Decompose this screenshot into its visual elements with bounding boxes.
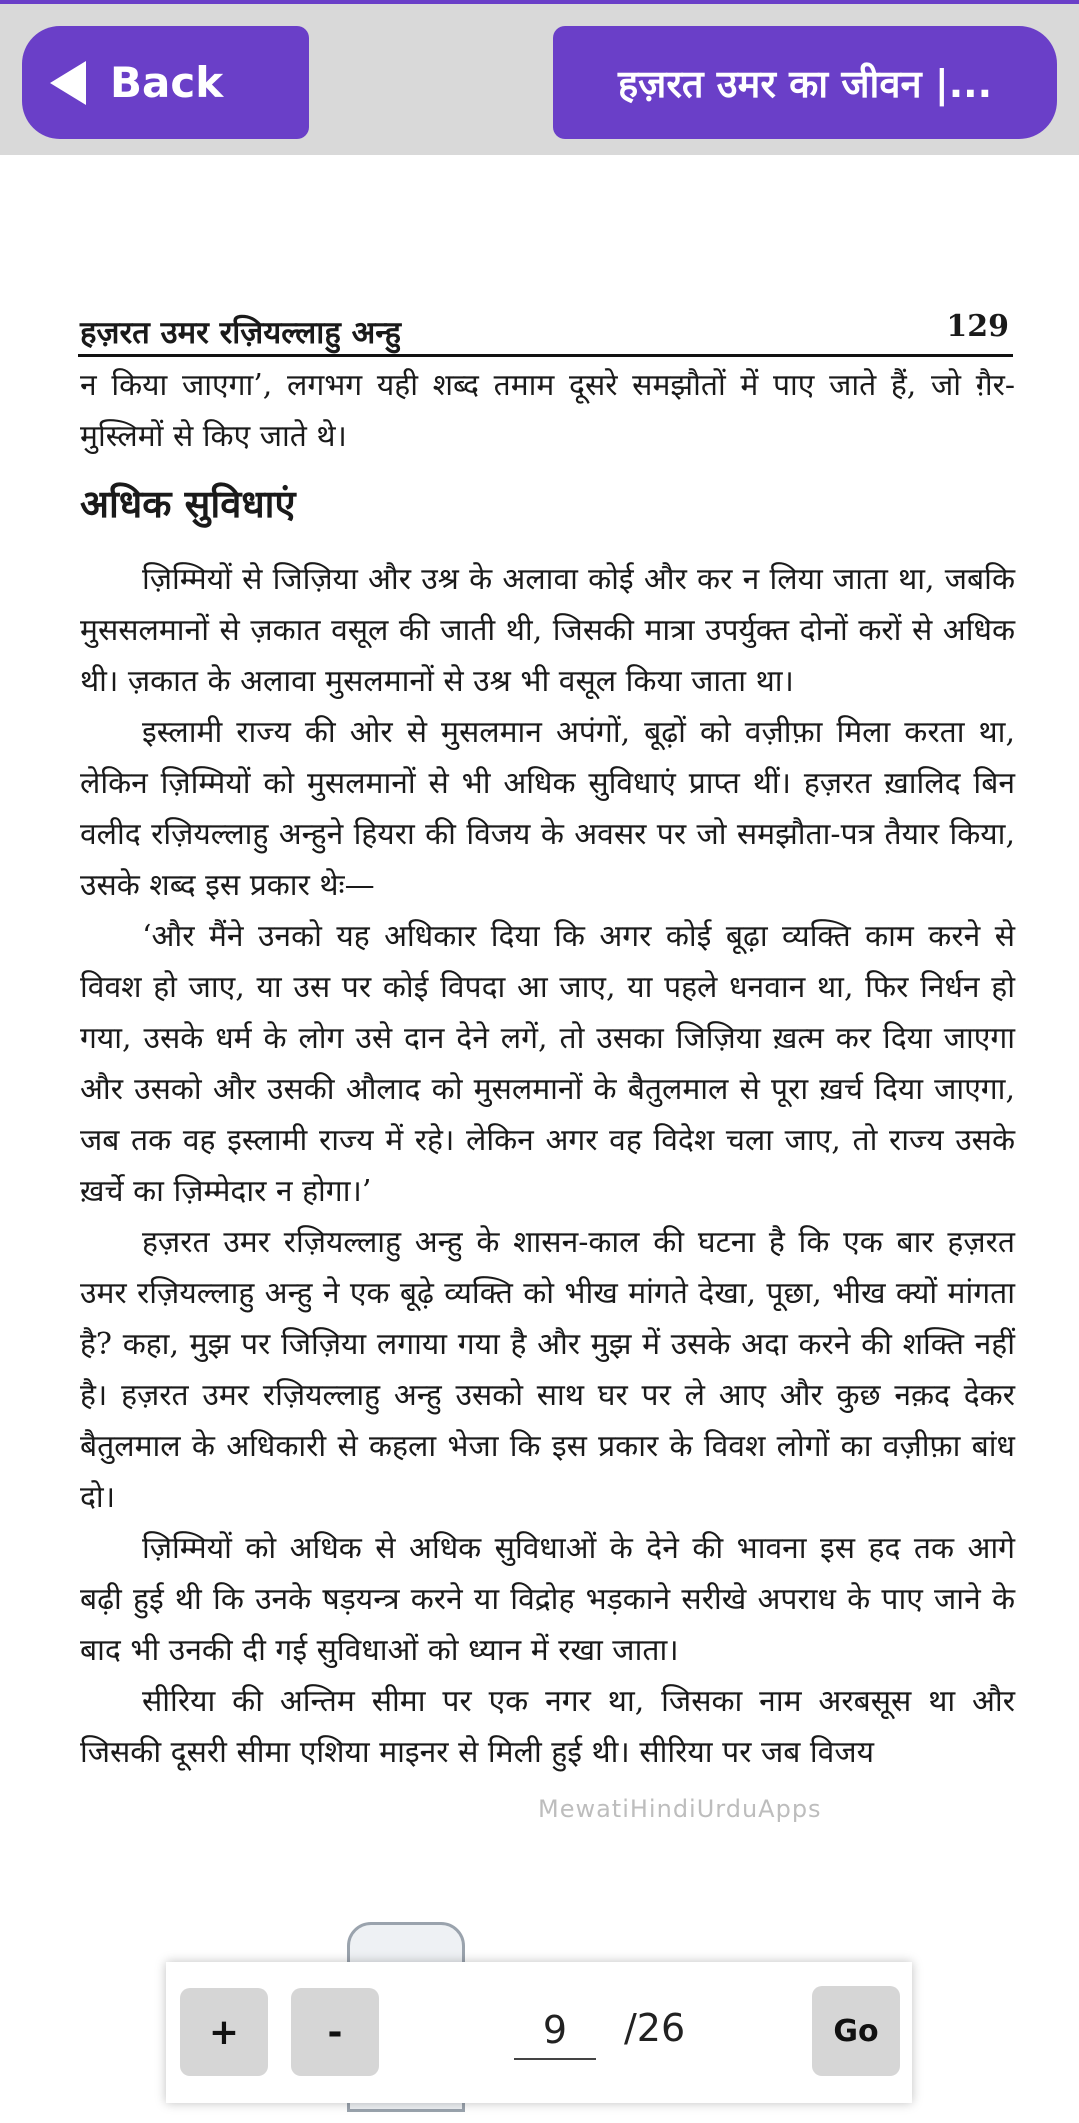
running-title: हज़रत उमर रज़ियल्लाहु अन्हु: [80, 315, 401, 351]
book-title-button[interactable]: [553, 26, 1057, 139]
section-heading: अधिक सुविधाएं: [80, 481, 296, 526]
page-total-label: /26: [624, 2006, 686, 2050]
back-button[interactable]: [22, 26, 309, 139]
paragraph: ‘और मैंने उनको यह अधिकार दिया कि अगर कोई बूढ़ा व्यक्ति काम करने से विवश हो जाए, या उस पर कोई विपदा आ जाए, या पहले धनवान था, फिर निर्धन हो गया, उसके धर्म के लोग उसे दान देने लगें, तो उसका जिज़िया ख़त्म कर दिया जाएगा और उसको और उसकी औलाद को मुसलमानों के बैतुलमाल से पूरा ख़र्च दिया जाएगा, जब तक वह इस्लामी राज्य में रहे। लेकिन अगर वह विदेश चला जाए, तो राज्य उसके ख़र्चे का ज़िम्मेदार न होगा।’: [80, 919, 1015, 1209]
watermark-text: MewatiHindiUrduApps: [538, 1795, 822, 1823]
paragraph: ज़िम्मियों को अधिक से अधिक सुविधाओं के देने की भावना इस हद तक आगे बढ़ी हुई थी कि उनके षड़यन्त्र करने या विद्रोह भड़काने सरीखे अपराध के पाए जाने के बाद भी उनकी दी गई सुविधाओं को ध्यान में रखा जाता।: [80, 1531, 1015, 1668]
zoom-in-button[interactable]: +: [180, 1988, 268, 2076]
paragraph: ज़िम्मियों से जिज़िया और उश्र के अलावा कोई और कर न लिया जाता था, जबकि मुससलमानों से ज़कात वसूल की जाती थी, जिसकी मात्रा उपर्युक्त दोनों करों से अधिक थी। ज़कात के अलावा मुसलमानों से उश्र भी वसूल किया जाता था।: [80, 562, 1015, 699]
page-navigation-toolbar: [166, 1962, 912, 2103]
back-arrow-icon: [50, 61, 86, 105]
intro-text: न किया जाएगा’, लगभग यही शब्द तमाम दूसरे समझौतों में पाए जाते हैं, जो ग़ैर-मुस्लिमों से किए जाते थे।: [80, 368, 1015, 454]
zoom-out-button[interactable]: -: [291, 1988, 379, 2076]
page-text: [80, 360, 1015, 1778]
paragraph: हज़रत उमर रज़ियल्लाहु अन्हु के शासन-काल की घटना है कि एक बार हज़रत उमर रज़ियल्लाहु अन्हु ने एक बूढ़े व्यक्ति को भीख मांगते देखा, पूछा, भीख क्यों मांगता है? कहा, मुझ पर जिज़िया लगाया गया है और मुझ में उसके अदा करने की शक्ति नहीं है। हज़रत उमर रज़ियल्लाहु अन्हु उसको साथ घर पर ले आए और कुछ नक़द देकर बैतुलमाल के अधिकारी से कहला भेजा कि इस प्रकार के विवश लोगों का वज़ीफ़ा बांध दो।: [80, 1225, 1015, 1515]
book-page: [0, 155, 1079, 2123]
paragraph: सीरिया की अन्तिम सीमा पर एक नगर था, जिसका नाम अरबसूस था और जिसकी दूसरी सीमा एशिया माइनर से मिली हुई थी। सीरिया पर जब विजय: [80, 1684, 1015, 1770]
top-bar: [0, 0, 1079, 155]
go-button[interactable]: Go: [812, 1986, 900, 2076]
paragraph: इस्लामी राज्य की ओर से मुसलमान अपंगों, बूढ़ों को वज़ीफ़ा मिला करता था, लेकिन ज़िम्मियों को मुसलमानों से भी अधिक सुविधाएं प्राप्त थीं। हज़रत ख़ालिद बिन वलीद रज़ियल्लाहु अन्हुने हियरा की विजय के अवसर पर जो समझौता-पत्र तैयार किया, उसके शब्द इस प्रकार थेः—: [80, 715, 1015, 903]
page-number: 129: [946, 309, 1009, 344]
running-head: [78, 303, 1013, 357]
book-title-label: हज़रत उमर का जीवन |...: [617, 61, 993, 106]
back-button-label: Back: [110, 58, 224, 107]
page-number-input[interactable]: [514, 2002, 596, 2060]
